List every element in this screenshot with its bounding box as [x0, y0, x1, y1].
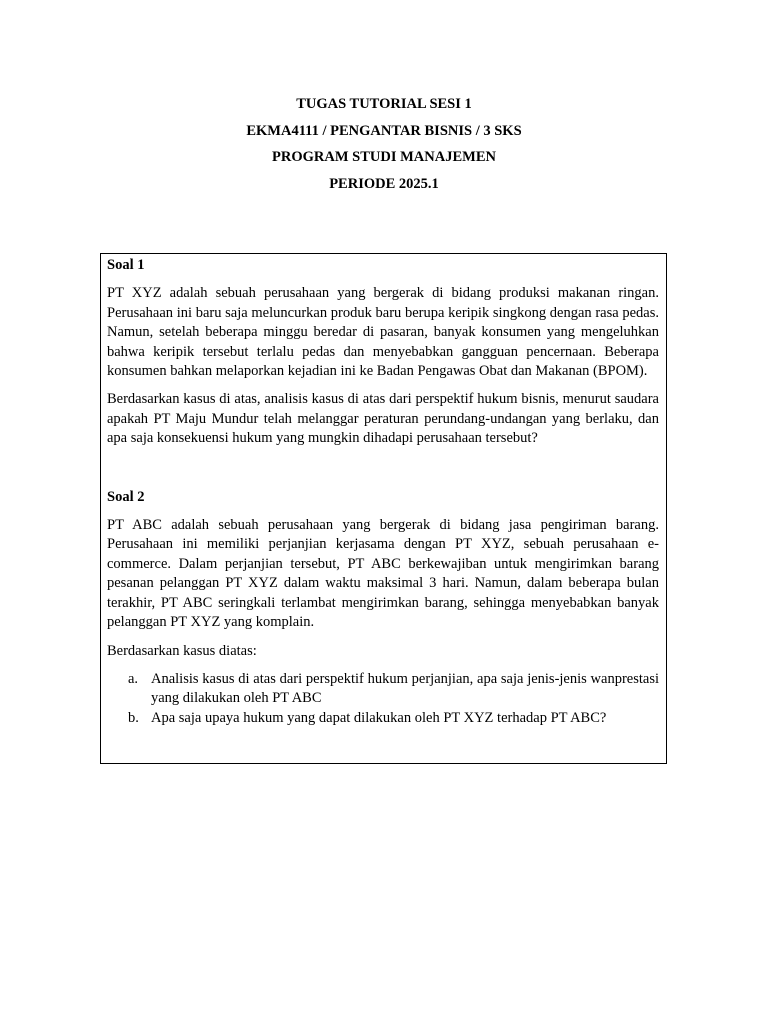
document-header	[0, 91, 768, 197]
list-marker: a.	[128, 670, 139, 687]
list-item	[107, 670, 659, 709]
questions-box	[100, 253, 667, 764]
list-marker: b.	[128, 709, 139, 726]
soal1-case: PT XYZ adalah sebuah perusahaan yang bergerak di bidang produksi makanan ringan. Perusahaan ini baru saja meluncurkan produk baru berupa keripik singkong dengan rasa pedas. Namun, setelah beberapa minggu beredar di pasaran, banyak konsumen yang mengeluhkan bahwa keripik tersebut terlalu pedas dan menyebabkan gangguan pencernaan. Beberapa konsumen bahkan melaporkan kejadian ini ke Badan Pengawas Obat dan Makanan (BPOM).	[107, 285, 659, 380]
header-program: PROGRAM STUDI MANAJEMEN	[272, 149, 496, 165]
header-period: PERIODE 2025.1	[329, 175, 439, 192]
soal2-title: Soal 2	[107, 488, 145, 505]
soal1-title: Soal 1	[107, 257, 145, 273]
soal1-question: Berdasarkan kasus di atas, analisis kasus di atas dari perspektif hukum bisnis, menurut saudara apakah PT Maju Mundur telah melanggar peraturan perundang-undangan yang berlaku, dan apa saja konsekuensi hukum yang mungkin dihadapi perusahaan tersebut?	[107, 391, 659, 447]
list-item-text: Analisis kasus di atas dari perspektif hukum perjanjian, apa saja jenis-jenis wanprestasi yang dilakukan oleh PT ABC	[151, 670, 659, 707]
soal2-intro: Berdasarkan kasus diatas:	[107, 642, 257, 659]
soal2-question-list	[107, 670, 659, 728]
soal2-case: PT ABC adalah sebuah perusahaan yang bergerak di bidang jasa pengiriman barang. Perusahaan ini memiliki perjanjian kerjasama dengan PT XYZ, sebuah perusahaan e-commerce. Dalam perjanjian tersebut, PT ABC berkewajiban untuk mengirimkan barang pesanan pelanggan PT XYZ dalam waktu maksimal 3 hari. Namun, dalam beberapa bulan terakhir, PT ABC seringkali terlambat mengirimkan barang, sehingga menyebabkan banyak pelanggan PT XYZ yang komplain.	[107, 517, 659, 631]
list-item	[107, 709, 659, 728]
header-course: EKMA4111 / PENGANTAR BISNIS / 3 SKS	[246, 122, 522, 139]
header-title: TUGAS TUTORIAL SESI 1	[296, 96, 472, 112]
list-item-text: Apa saja upaya hukum yang dapat dilakukan oleh PT XYZ terhadap PT ABC?	[151, 709, 607, 726]
